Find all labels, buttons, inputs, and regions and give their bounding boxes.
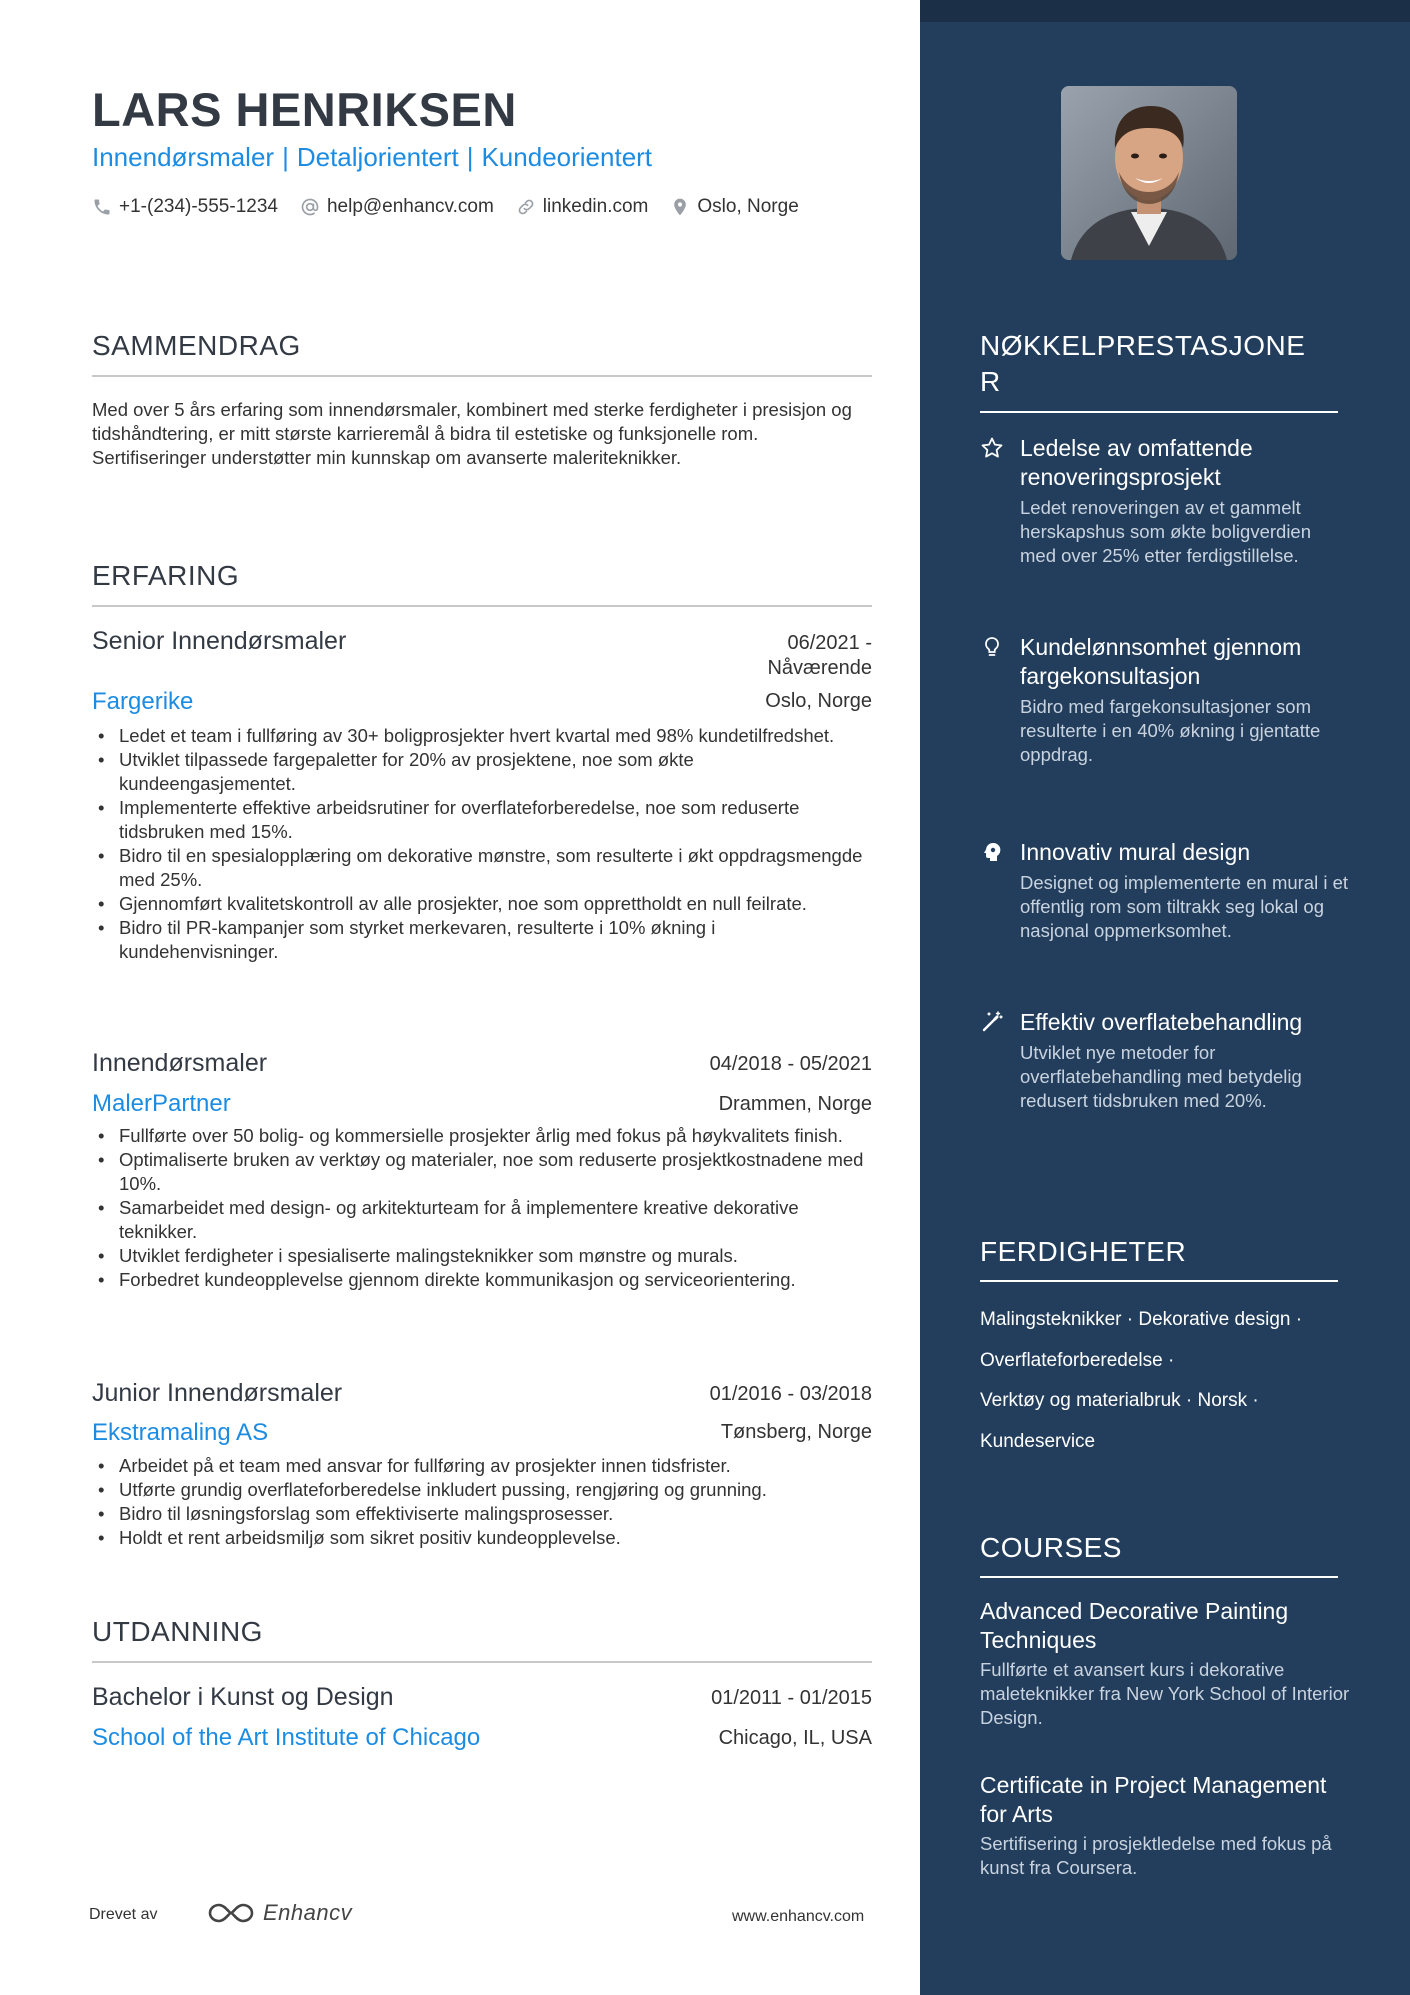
education-heading: UTDANNING (92, 1616, 263, 1647)
education-date: 01/2011 - 01/2015 (711, 1687, 872, 1709)
achievement-desc: Ledet renoveringen av et gammelt herskapshus som økte boligverdien med over 25% etter ferdigstillelse. (1020, 497, 1312, 566)
job-date: 01/2016 - 03/2018 (709, 1383, 872, 1405)
location-text: Oslo, Norge (697, 196, 799, 217)
magic-wand-icon (980, 1010, 1004, 1034)
achievements-heading (980, 328, 1305, 400)
footer-powered-by: Drevet av (89, 1906, 158, 1923)
phone-text: +1-(234)-555-1234 (119, 196, 278, 217)
contact-phone[interactable] (92, 196, 278, 218)
achievements-heading-line: R (980, 366, 1001, 397)
course-desc: Sertifisering i prosjektledelse med fokus på kunst fra Coursera. (980, 1833, 1332, 1878)
skills-line: Malingsteknikker · Dekorative design · (980, 1309, 1303, 1330)
section-divider (92, 605, 872, 607)
job-bullets (92, 1454, 872, 1550)
achievement-item (980, 434, 1350, 568)
summary-heading: SAMMENDRAG (92, 330, 301, 361)
profile-photo (1061, 86, 1237, 260)
course-item (980, 1771, 1350, 1880)
section-divider (980, 1280, 1338, 1282)
lightbulb-icon (980, 635, 1004, 659)
skills-line: Kundeservice (980, 1430, 1096, 1452)
school-name: School of the Art Institute of Chicago (92, 1724, 481, 1751)
course-desc: Fullførte et avansert kurs i dekorative maleteknikker fra New York School of Interior Design. (980, 1659, 1350, 1728)
linkedin-text: linkedin.com (542, 196, 649, 217)
skills-list (980, 1300, 1350, 1462)
candidate-name: LARS HENRIKSEN (92, 83, 517, 136)
course-title: Advanced Decorative Painting Techniques (980, 1598, 1289, 1653)
list-item: • Optimaliserte bruken av verktøy og materialer, noe som reduserte prosjektkostnadene med 10%. (92, 1148, 872, 1196)
contact-linkedin[interactable] (516, 196, 649, 218)
footer-url[interactable]: www.enhancv.com (732, 1908, 865, 1925)
contact-email[interactable] (300, 196, 494, 218)
achievement-title: Innovativ mural design (1020, 839, 1251, 865)
list-item: • Utviklet ferdigheter i spesialiserte malingsteknikker som mønstre og murals. (92, 1244, 872, 1268)
section-divider (92, 1661, 872, 1663)
sidebar-top-band (920, 0, 1410, 22)
achievement-desc: Designet og implementerte en mural i et offentlig rom som tiltrakk seg lokal og nasjonal oppmerksomhet. (1020, 872, 1349, 941)
achievement-title: Ledelse av omfattende renoveringsprosjekt (1020, 435, 1253, 490)
skills-heading: FERDIGHETER (980, 1236, 1187, 1267)
job-date (592, 631, 872, 681)
sidebar (920, 0, 1410, 1995)
list-item: • Gjennomført kvalitetskontroll av alle prosjekter, noe som opprettholdt en null feilrate. (92, 892, 872, 916)
tagline-item: Innendørsmaler (92, 142, 275, 172)
achievements-heading-line: NØKKELPRESTASJONE (980, 330, 1306, 361)
tagline-separator: | (466, 142, 474, 172)
email-text: help@enhancv.com (326, 196, 494, 217)
phone-icon (92, 197, 112, 217)
job-date-end: Nåværende (767, 657, 872, 679)
list-item: • Samarbeidet med design- og arkitekturteam for å implementere kreative dekorative teknikker. (92, 1196, 872, 1244)
achievement-item (980, 1008, 1350, 1113)
at-icon (300, 197, 320, 217)
list-item: • Ledet et team i fullføring av 30+ boligprosjekter hvert kvartal med 98% kundetilfredshet. (92, 724, 872, 748)
job-location: Tønsberg, Norge (720, 1421, 872, 1443)
list-item: • Utførte grundig overflateforberedelse inkludert pussing, rengjøring og grunning. (92, 1478, 872, 1502)
list-item: • Bidro til løsningsforslag som effektiviserte malingsprosesser. (92, 1502, 872, 1526)
course-title: Certificate in Project Management for Arts (980, 1772, 1327, 1827)
skills-line: Verktøy og materialbruk · Norsk · (980, 1390, 1259, 1411)
company-name: Fargerike (92, 688, 194, 715)
achievement-item (980, 633, 1350, 767)
experience-heading: ERFARING (92, 560, 240, 591)
link-icon (516, 197, 536, 217)
company-name: Ekstramaling AS (92, 1419, 269, 1446)
contact-location (670, 196, 798, 218)
tagline-item: Kundeorientert (481, 142, 653, 172)
job-title: Junior Innendørsmaler (92, 1379, 343, 1407)
company-name: MalerPartner (92, 1090, 231, 1117)
brand-name: Enhancv (263, 1900, 353, 1925)
achievement-desc: Utviklet nye metoder for overflatebehandling med betydelig redusert tidsbruken med 20%. (1020, 1042, 1302, 1111)
list-item: • Holdt et rent arbeidsmiljø som sikret positiv kundeopplevelse. (92, 1526, 872, 1550)
course-item (980, 1597, 1350, 1730)
brain-icon (980, 840, 1004, 864)
education-location: Chicago, IL, USA (718, 1727, 872, 1749)
list-item: • Utviklet tilpassede fargepaletter for 20% av prosjektene, noe som økte kundeengasjementet. (92, 748, 872, 796)
section-divider (980, 411, 1338, 413)
degree-title: Bachelor i Kunst og Design (92, 1683, 394, 1711)
profile-photo-illustration (1061, 86, 1237, 260)
job-title: Senior Innendørsmaler (92, 627, 347, 655)
contact-row (92, 196, 821, 218)
job-location: Drammen, Norge (718, 1093, 872, 1115)
enhancv-logo[interactable] (207, 1900, 352, 1926)
list-item: • Arbeidet på et team med ansvar for fullføring av prosjekter innen tidsfrister. (92, 1454, 872, 1478)
list-item: • Fullførte over 50 bolig- og kommersielle prosjekter årlig med fokus på høykvalitets finish. (92, 1124, 872, 1148)
achievement-item (980, 838, 1350, 943)
job-date: 04/2018 - 05/2021 (709, 1053, 872, 1075)
job-bullets (92, 724, 872, 964)
section-divider (92, 375, 872, 377)
job-location: Oslo, Norge (765, 690, 872, 712)
summary-text: Med over 5 års erfaring som innendørsmaler, kombinert med sterke ferdigheter i presisjon og tidshåndtering, er mitt største karrieremål å bidra til estetiske og funksjonelle rom. Sertifiseringer understøtter min kunnskap om avanserte maleriteknikker. (92, 399, 852, 468)
achievement-desc: Bidro med fargekonsultasjoner som resulterte i en 40% økning i gjentatte oppdrag. (1020, 696, 1321, 765)
tagline-item: Detaljorientert (296, 142, 459, 172)
list-item: • Bidro til PR-kampanjer som styrket merkevaren, resulterte i 10% økning i kundehenvisninger. (92, 916, 872, 964)
job-date-start: 06/2021 - (787, 632, 872, 654)
job-bullets (92, 1124, 872, 1292)
achievement-title: Kundelønnsomhet gjennom fargekonsultasjon (1020, 634, 1302, 689)
list-item: • Forbedret kundeopplevelse gjennom direkte kommunikasjon og serviceorientering. (92, 1268, 872, 1292)
section-divider (980, 1576, 1338, 1578)
achievement-title: Effektiv overflatebehandling (1020, 1009, 1303, 1035)
skills-line: Overflateforberedelse · (980, 1349, 1175, 1371)
location-pin-icon (670, 197, 690, 217)
list-item: • Bidro til en spesialopplæring om dekorative mønstre, som resulterte i økt oppdragsmengde med 25%. (92, 844, 872, 892)
tagline (92, 142, 652, 173)
list-item: • Implementerte effektive arbeidsrutiner for overflateforberedelse, noe som reduserte tidsbruken med 15%. (92, 796, 872, 844)
courses-heading: COURSES (980, 1532, 1122, 1563)
tagline-separator: | (282, 142, 289, 172)
infinity-logo-icon (207, 1900, 255, 1926)
star-icon (980, 436, 1004, 460)
job-title: Innendørsmaler (92, 1049, 268, 1077)
